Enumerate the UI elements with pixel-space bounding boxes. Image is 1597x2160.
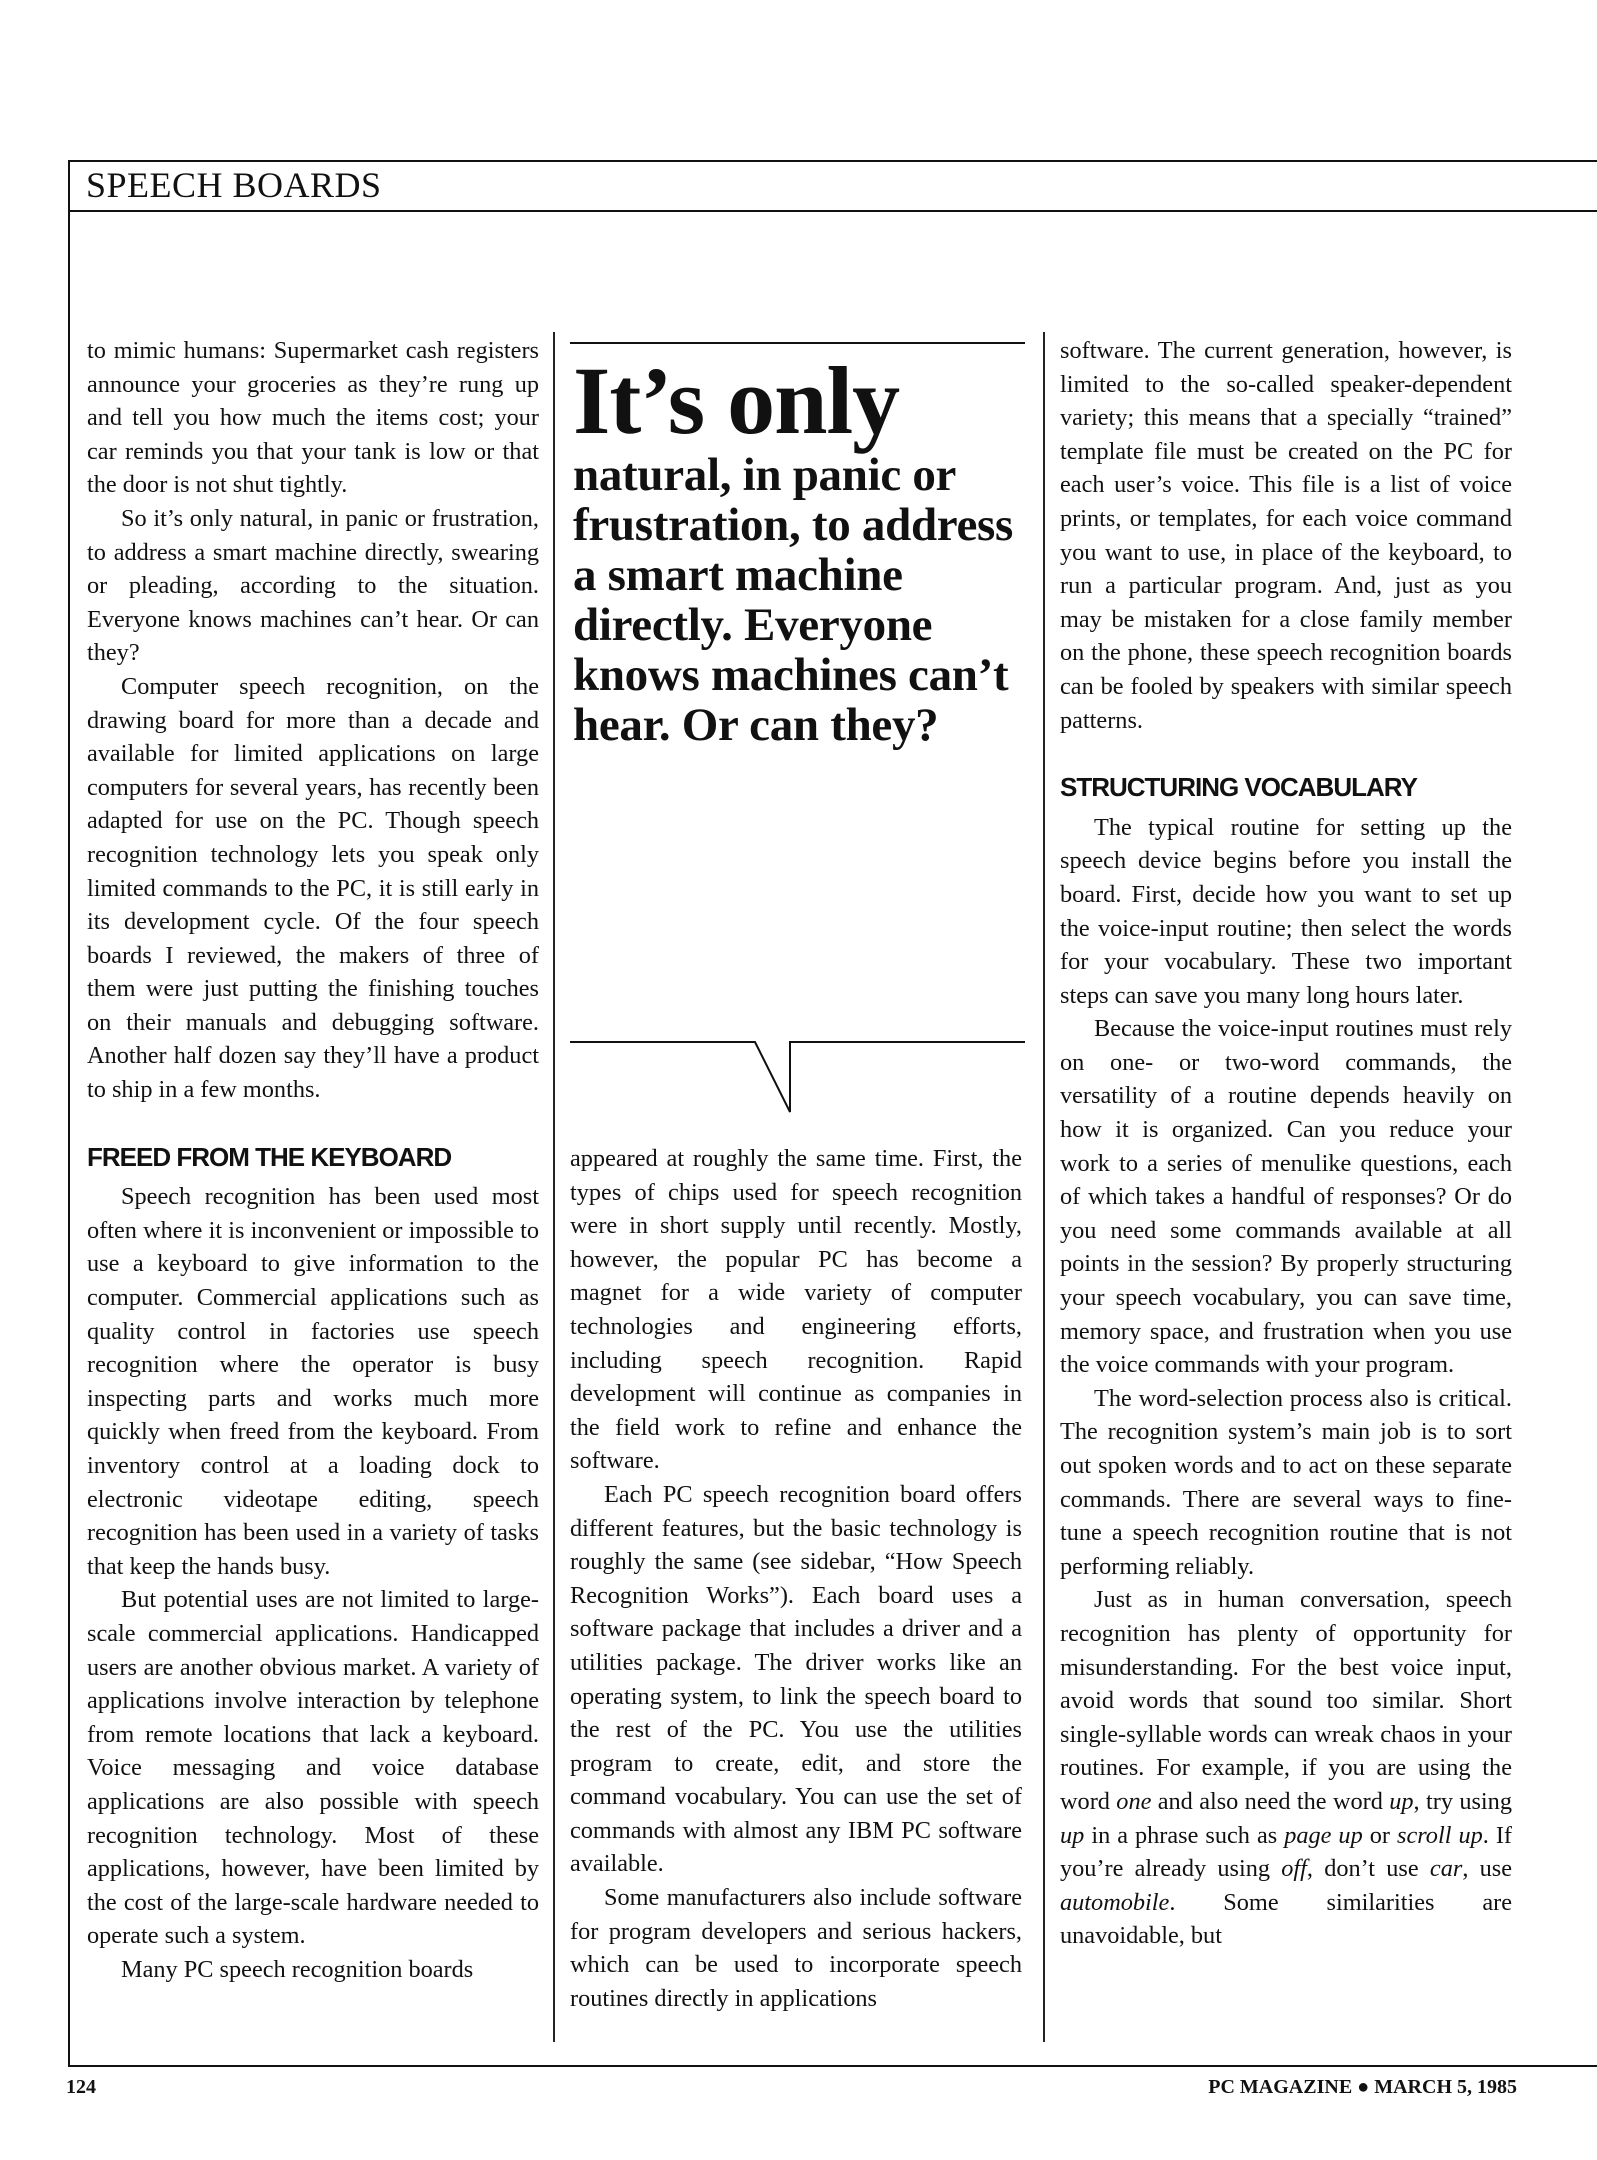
pull-quote	[573, 347, 1023, 751]
pull-quote-text: natural, in panic or frustration, to address a smart machine directly. Everyone knows machines can’t hear. Or can they?	[573, 449, 1014, 751]
paragraph: The word-selection process also is critical. The recognition system’s main job is to sort out spoken words and to act on these separate commands. There are several ways to fine-tune a speech recognition routine that is not performing reliably.	[1060, 1384, 1512, 1580]
column-3	[1060, 334, 1512, 1953]
column-2	[570, 1142, 1022, 2015]
bottom-rule	[68, 2065, 1597, 2067]
paragraph: Each PC speech recognition board offers different features, but the basic technology is roughly the same (see sidebar, “How Speech Recognition Works”). Each board uses a software package that includes a driver and a utilities package. The driver works like an operating system, to link the speech board to the rest of the PC. You use the utilities program to create, edit, and store the command vocabulary. You can use the set of commands with almost any IBM PC software available.	[570, 1480, 1022, 1878]
paragraph: Some manufacturers also include software for program developers and serious hackers, which can be used to incorporate speech routines directly in applications	[570, 1884, 1022, 2012]
paragraph: Computer speech recognition, on the drawing board for more than a decade and available for limited applications on large computers for several years, has recently been adapted for use on the PC. Though speech recognition technology lets you speak only limited commands to the PC, it is still early in its development cycle. Of the four speech boards I reviewed, the makers of three of them were just putting the finishing touches on their manuals and debugging software. Another half dozen say they’ll have a product to ship in a few months.	[87, 672, 539, 1104]
paragraph: software. The current generation, however, is limited to the so-called speaker-dependent variety; this means that a specially “trained” template file must be created on the PC for each user’s voice. This file is a list of voice prints, or templates, for each voice command you want to use, in place of the keyboard, to run a particular program. And, just as you may be mistaken for a close family member on the phone, these speech recognition boards can be fooled by speakers with similar speech patterns.	[1060, 337, 1512, 734]
subhead-structuring-vocabulary: STRUCTURING VOCABULARY	[1060, 772, 1417, 803]
header-rule	[68, 210, 1597, 212]
paragraph: appeared at roughly the same time. First, the types of chips used for speech recognition were in short supply until recently. Mostly, however, the popular PC has become a magnet for a wide variety of computer technologies and engineering efforts, including speech recognition. Rapid development will continue as companies in the field work to refine and enhance the software.	[570, 1145, 1022, 1475]
paragraph: Because the voice-input routines must rely on one- or two-word commands, the versatility of a routine depends heavily on how it is organized. Can you reduce your work to a series of menulike questions, each of which takes a handful of responses? Or do you need some commands available at all points in the session? By properly structuring your speech vocabulary, you can save time, memory space, and frustration when you use the voice commands with your program.	[1060, 1015, 1512, 1379]
paragraph: Speech recognition has been used most often where it is inconvenient or impossible to use a keyboard to give information to the computer. Commercial applications such as quality control in factories use speech recognition where the operator is busy inspecting parts and works much more quickly when freed from the keyboard. From inventory control at a loading dock to electronic videotape editing, speech recognition has been used in a variety of tasks that keep the hands busy.	[87, 1183, 539, 1580]
column-divider-1	[553, 332, 555, 2042]
page-number: 124	[66, 2076, 96, 2098]
paragraph: But potential uses are not limited to large-scale commercial applications. Handicapped users are another obvious market. A variety of applications involve interaction by telephone from remote locations that lack a keyboard. Voice messaging and voice database applications are also possible with speech recognition technology. Most of these applications, however, have been limited by the cost of the large-scale hardware needed to operate such a system.	[87, 1586, 539, 1950]
paragraph: The typical routine for setting up the speech device begins before you install the board. First, decide how you want to set up the voice-input routine; then select the words for your vocabulary. These two important steps can save you many long hours later.	[1060, 813, 1512, 1009]
publication-line: PC MAGAZINE ● MARCH 5, 1985	[1208, 2076, 1517, 2098]
pull-quote-top-rule	[570, 342, 1025, 344]
top-rule	[68, 160, 1597, 162]
column-divider-2	[1043, 332, 1045, 2042]
frame-left-rule	[68, 160, 70, 2067]
pull-quote-lead: It’s only	[573, 347, 900, 454]
subhead-freed-from-keyboard: FREED FROM THE KEYBOARD	[87, 1141, 452, 1172]
column-1	[87, 334, 539, 1987]
section-title: SPEECH BOARDS	[86, 165, 382, 205]
speech-bubble-tail-icon	[570, 1040, 1025, 1120]
paragraph: So it’s only natural, in panic or frustration, to address a smart machine directly, swearing or pleading, according to the situation. Everyone knows machines can’t hear. Or can they?	[87, 504, 539, 667]
paragraph: to mimic humans: Supermarket cash registers announce your groceries as they’re rung up and tell you how much the items cost; your car reminds you that your tank is low or that the door is not shut tightly.	[87, 337, 539, 499]
paragraph: Many PC speech recognition boards	[121, 1955, 474, 1983]
paragraph: Just as in human conversation, speech recognition has plenty of opportunity for misunderstanding. For the best voice input, avoid words that sound too similar. Short single-syllable words can wreak chaos in your routines. For example, if you are using the word one and also need the word up, try using up in a phrase such as page up or scroll up. If you’re already using off, don’t use car, use automobile. Some similarities are unavoidable, but	[1060, 1586, 1513, 1950]
